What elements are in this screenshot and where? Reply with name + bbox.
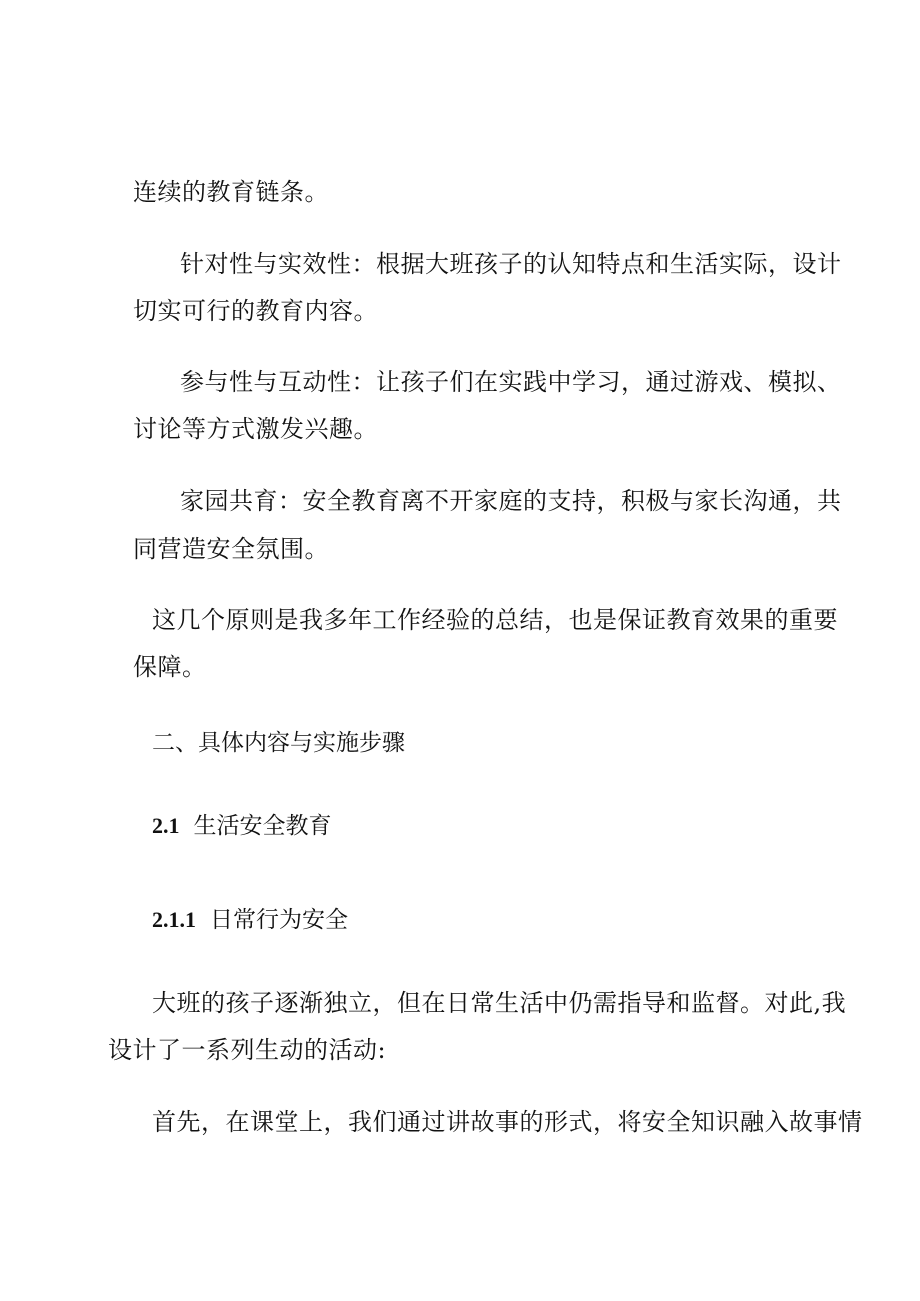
paragraph-line: 保障。 [133,653,207,681]
subsubsection-number: 2.1.1 [152,907,196,932]
paragraph-line: 切实可行的教育内容。 [133,297,378,325]
paragraph-line: 针对性与实效性：根据大班孩子的认知特点和生活实际，设计 [180,250,842,278]
section-heading-text: 二、具体内容与实施步骤 [152,730,405,756]
paragraph-line: 参与性与互动性：让孩子们在实践中学习，通过游戏、模拟、 [180,368,842,396]
section-heading [152,729,405,757]
subsection-heading-text: 生活安全教育 [193,813,332,839]
paragraph-line: 同营造安全氛围。 [133,535,329,563]
subsubsection-heading [152,906,348,934]
paragraph-line: 大班的孩子逐渐独立，但在日常生活中仍需指导和监督。对此,我 [152,989,847,1017]
subsubsection-heading-text: 日常行为安全 [210,907,348,933]
subsection-number: 2.1 [152,813,180,838]
paragraph-line: 设计了一系列生动的活动: [108,1036,387,1064]
paragraph-line: 连续的教育链条。 [133,178,329,206]
paragraph-line: 首先，在课堂上，我们通过讲故事的形式，将安全知识融入故事情 [152,1108,863,1136]
paragraph-line: 这几个原则是我多年工作经验的总结，也是保证教育效果的重要 [152,606,838,634]
paragraph-line: 家园共育：安全教育离不开家庭的支持，积极与家长沟通，共 [180,487,842,515]
subsection-heading [152,812,332,840]
paragraph-line: 讨论等方式激发兴趣。 [133,415,378,443]
